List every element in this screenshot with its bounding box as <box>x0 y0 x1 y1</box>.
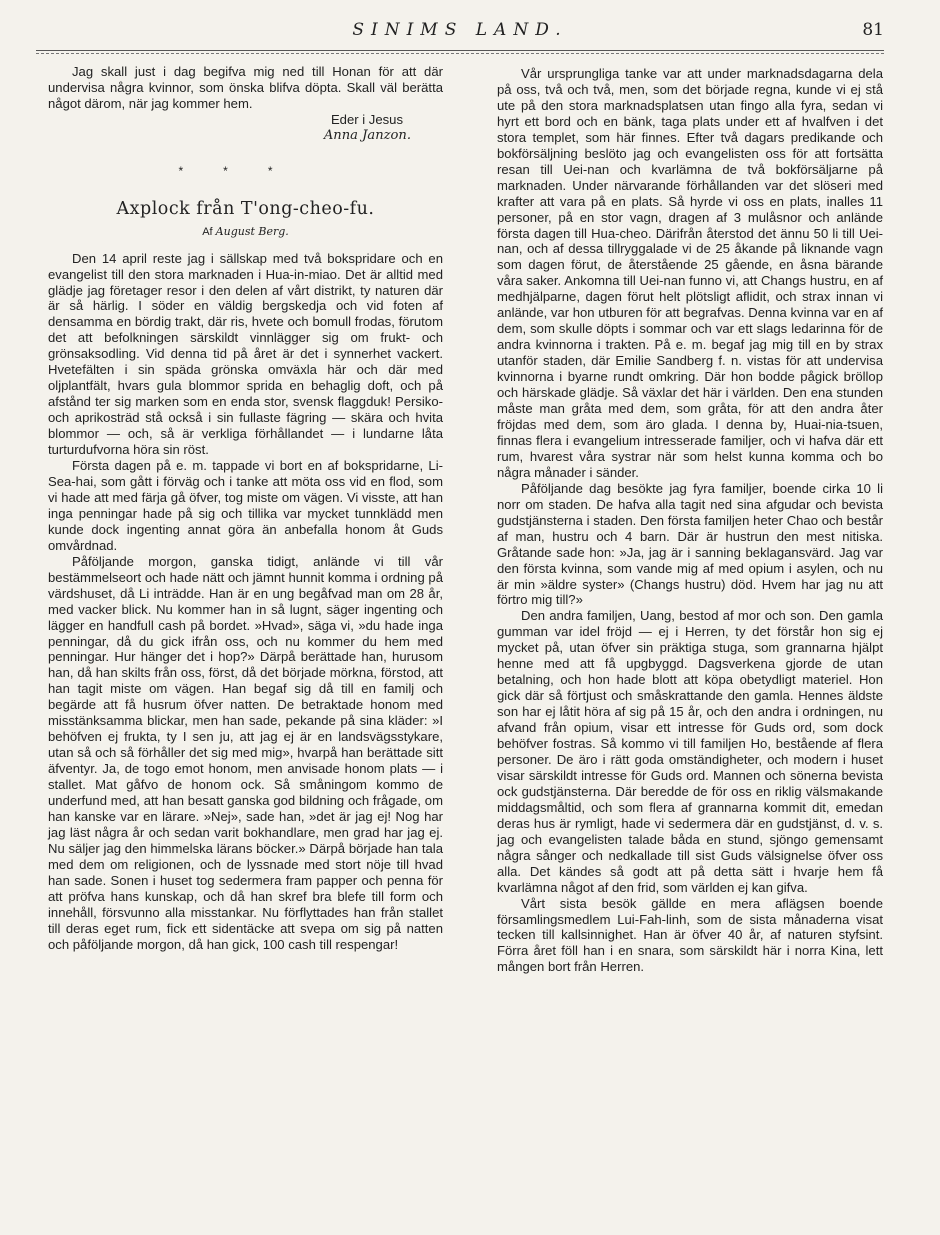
separator-star: * <box>223 163 268 178</box>
byline-prefix: Af <box>202 225 213 238</box>
article-paragraph: Den 14 april reste jag i sällskap med två bokspridare och en evangelist till den stora marknaden i Hua-in-miao. Det är alltid med glädje jag företager resor i den delen af vårt distrikt, ty naturen där är så härlig. I söder en väldig bergskedja och vid foten af densamma en bördig trakt, där ris, hvete och bomull frodas, förutom det att befolkningen särskildt vinnlägger sig om frukt- och grönsaksodling. Vid denna tid på året är det i synnerhet vackert. Hvetefälten i sin späda grönska omväxla här och där med oljplantfält, hvars gula blommor sprida en behaglig doft, och på afstånd ter sig marken som en enda stor, svensk flaggduk! Persiko- och aprikosträd stå också i sin fullaste fägring — skära och hvita blommor — och, så är verkliga förhållandet — i lundarne låta turturdufvorna höra sin röst. <box>48 250 443 458</box>
left-column <box>48 64 443 953</box>
section-separator <box>48 164 443 180</box>
letter-signature: Anna Janzon. <box>323 127 411 143</box>
journal-title: SINIMS LAND. <box>352 20 568 40</box>
article-paragraph: Vår ursprungliga tanke var att under marknadsdagarna dela på oss, två och två, men, som det började regna, kunde vi ej stå ute på den stora marknadsplatsen utan fingo alla fyra, sedan vi hyrt ett bord och en bänk, taga plats under ett af hvalfven i det stora templet, som här finnes. Efter två dagars predikande och bokförsäljning beslöto jag och evangelisten oss för att fortsätta resan till Uei-nan och kvarlämna de två bokförsäljarne på marknaden. Under närvarande förhållanden var det slöseri med krafter att vara på en plats. Så hyrde vi oss en plats, inalles 11 personer, på en stor vagn, dragen af 3 mulåsnor och anlände första dagen till Hua-cheo. Därifrån återstod det ännu 50 li till Uei-nan, och af dessa tillryggalade vi de 25 åkande på liknande vagn som dagen förut, de återstående 25 gående, en åsna bärande våra saker. Ankomna till Uei-nan funno vi, att Changs hustru, en af medhjälparne, dagen förut helt plötsligt aflidit, och strax innan vi anlände, var hon utburen för att begrafvas. Denna kvinna var en af dem, som skulle döpts i sommar och var ett slags ledarinna för de andra kvinnorna i trakten. På e. m. begaf jag mig till en by strax utanför staden, där Emilie Sandberg f. n. vistas för att undervisa kvinnorna i byarne rundt omkring. Där hon bodde pågick bröllop och härskade glädje. Så växlar det här i världen. Den ena stunden måste man gråta med dem, som gråta, för att den andra åter fröjdas med dem, som äro glada. I denna by, Huai-nia-tsuen, finnas flera i evangelium intresserade familjer, och vi hafva där ett rum, hvarest våra systrar när som helst kunna komma och bo några månader i sänder. <box>497 66 883 480</box>
article-byline <box>48 224 443 241</box>
article-paragraph: Den andra familjen, Uang, bestod af mor och son. Den gamla gumman var idel fröjd — ej i Herren, ty det förstår hon sig ej mycket på, utan öfver sin präktiga stuga, som grannarna hjälpt henne med att få upgbyggd. Dagsverkena gjorde de utan betalning, och hon hade blott att köpa obetydligt materiel. Hon gick där så förtjust och småskrattande den gamla. Hennes äldste son har ej låtit höra af sig på 15 år, och den andra i ordningen, nu afvand från opium, visar ett intresse för Guds ord, som dock behöfver fostras. Så kommo vi till familjen Ho, bestående af flera personer. De äro i rätt goda omständigheter, och modern i huset visar särskildt intresse för Guds ord. Mannen och sönerna bevista ock gudstjänsterna. Där beredde de för oss en riklig välsmakande middagsmåltid, och som flera af grannarna kommit dit, emedan deras hus är rymligt, hade vi sedermera där en gudstjänst, d. v. s. jag och evangelisten talade båda en stund, sjöngo gemensamt några sånger och nedkallade till sist Guds välsignelse öfver oss alla. Det kändes så godt att på detta sätt i hvarje hem få kvarlämna något af den frid, som världen ej kan gifva. <box>497 608 883 895</box>
page-number: 81 <box>862 20 884 40</box>
article-paragraph: Påföljande morgon, ganska tidigt, anlände vi till vår bestämmelseort och hade nätt och jämnt hunnit komma i ordning på värdshuset, då Li inträdde. Han är en ung begåfvad man om 28 år, med vacker blick. Nu kommer han in så lugnt, säger ingenting och lägger en handfull cash på bordet. »Hvad», säga vi, »du hade inga penningar, då du gick ifrån oss, och nu kommer du hem med penningar. Hur hänger det i hop?» Därpå berättade han, hurusom han, då han skilts från oss, först, då det började mörkna, förstod, att han tagit miste om vägen. Han begaf sig då till en familj och begärde att få husrum öfver natten. De betraktade honom med misstänksamma blickar, men han sade, pekande på sina kläder: »I behöfven ej frukta, ty I sen ju, att jag ej är en landsvägsstykare, utan så och så förhåller det sig med mig», hvarpå han berättade sitt äfventyr. Ja, de togo emot honom, men anvisade honom plats — i stallet. Mat gåfvo de honom ock. Så småningom kommo de underfund med, att han besatt ganska god bildning och frågade, om han kanske var en lärare. »Nej», sade han, »det är jag ej! Nog har jag läst några år och sedan varit bokhandlare, men grad har jag ej. Nu säljer jag den himmelska lärans böcker.» Därpå började han tala med dem om religionen, och de lyssnade med stort nöje till hvad han sade. Sonen i huset tog sedermera fram papper och penna för att pröfva hans kunskap, och då han skref bra blefe till form och innehåll, försvunno alla misstankar. Nu förflyttades han från stallet till deras eget rum, fick ett sidentäcke att svepa om sig på natten och påföljande morgon, då han gick, 100 cash till respengar! <box>48 553 443 952</box>
article-paragraph: Vårt sista besök gällde en mera aflägsen boende församlingsmedlem Lui-Fah-linh, som de sista månaderna visat tecken till kallsinnighet. Han är öfver 40 år, af naturen styfsint. Förra året föll han i en snara, som särskildt här i norra Kina, lett mången bort från Herren. <box>497 895 883 975</box>
article-paragraph: Första dagen på e. m. tappade vi bort en af bokspridarne, Li-Sea-hai, som gått i förväg och i tanke att möta oss vid en flod, som vi hade att med färja gå öfver, tog miste om vägen. Vi visste, att han inga penningar hade på sig och tillika var mycket tunnklädd men kunde dock ingenting annat göra än anbefalla honom åt Guds omvårdnad. <box>48 458 443 553</box>
running-head <box>36 20 884 46</box>
article-title: Axplock från T'ong-cheo-fu. <box>116 198 375 219</box>
article-author: August Berg. <box>215 224 289 238</box>
letter-closing: Eder i Jesus <box>330 111 403 127</box>
separator-star: * <box>267 163 313 178</box>
article-paragraph: Påföljande dag besökte jag fyra familjer, boende cirka 10 li norr om staden. De hafva alla tagit ned sina afgudar och bevista gudstjänsterna i staden. Den första familjen heter Chao och består af man, hustru och 4 barn. Där är hustrun den mest nitiska. Gråtande sade hon: »Ja, jag är i sanning beklagansvärd. Jag var den första kvinna, som vande mig af med opium i asylen, och nu är min »äldre syster» (Changs hustru) död. Hvem har jag nu att förtro mig till?» <box>497 480 883 608</box>
header-rule <box>36 50 884 51</box>
right-column <box>497 66 883 975</box>
letter-body: Jag skall just i dag begifva mig ned till Honan för att där undervisa några kvinnor, som önska blifva döpta. Skall väl berätta något därom, när jag kommer hem. <box>48 64 443 111</box>
header-rule-ornament <box>36 53 884 54</box>
separator-star: * <box>178 163 224 178</box>
